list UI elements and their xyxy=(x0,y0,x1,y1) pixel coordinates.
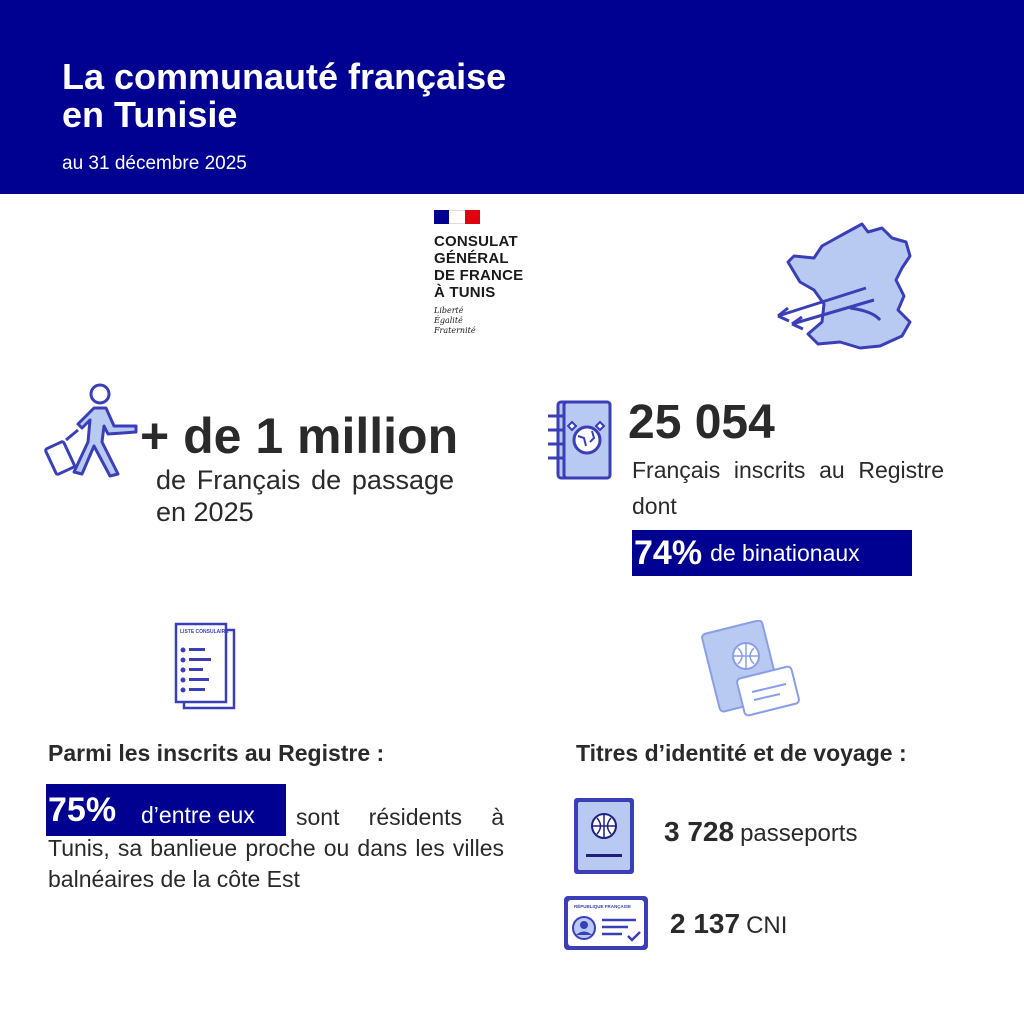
france-map-arrows-icon xyxy=(770,218,920,353)
consulat-name-line: GÉNÉRAL xyxy=(434,250,509,267)
consulat-name-line: DE FRANCE xyxy=(434,267,524,284)
page-title xyxy=(62,58,506,134)
consulat-name xyxy=(434,233,554,301)
cni-label: CNI xyxy=(746,912,788,939)
parmi-phrase: d’entre eux xyxy=(141,802,255,828)
consulat-name-line: CONSULAT xyxy=(434,233,518,250)
cni-count: 2 137 xyxy=(670,908,741,939)
cni-stat xyxy=(670,908,787,940)
idcard-caption: RÉPUBLIQUE FRANÇAISE xyxy=(574,904,632,909)
motto-line: Fraternité xyxy=(434,326,476,335)
registre-description: Français inscrits au Registre dont xyxy=(632,457,944,519)
french-flag-icon xyxy=(434,210,480,224)
titres-title: Titres d’identité et de voyage : xyxy=(576,740,907,766)
header-banner xyxy=(0,0,1024,194)
passport-icon xyxy=(572,796,636,876)
binational-highlight xyxy=(632,530,912,576)
id-card-icon xyxy=(562,894,650,952)
passeports-label: passeports xyxy=(740,820,858,847)
date-subtitle: au 31 décembre 2025 xyxy=(62,153,247,174)
republic-motto xyxy=(434,306,554,336)
title-line-2: en Tunisie xyxy=(62,94,238,135)
passport-and-card-icon xyxy=(700,620,806,726)
parmi-text: sont résidents à Tunis, sa banlieue proche ou dans les villes balnéaires de la côte Est xyxy=(48,804,504,892)
passeports-stat xyxy=(664,816,857,848)
consulat-logo xyxy=(434,210,554,350)
traveler-suitcase-icon xyxy=(42,382,147,478)
parmi-pct: 75% xyxy=(48,791,117,829)
liste-consulaire-icon xyxy=(172,622,238,710)
binational-pct: 74% xyxy=(634,533,703,572)
motto-line: Égalité xyxy=(434,316,463,325)
parmi-title: Parmi les inscrits au Registre : xyxy=(48,740,385,766)
binational-label: de binationaux xyxy=(710,539,860,566)
title-line-1: La communauté française xyxy=(62,56,507,97)
passeports-count: 3 728 xyxy=(664,816,735,847)
registre-count: 25 054 xyxy=(628,396,775,449)
visitors-description: de Français de passage en 2025 xyxy=(156,465,454,527)
consulat-name-line: À TUNIS xyxy=(434,284,496,301)
visitors-headline: + de 1 million xyxy=(140,408,459,464)
motto-line: Liberté xyxy=(434,306,464,315)
registre-book-icon xyxy=(542,398,614,482)
list-caption: LISTE CONSULAIRE xyxy=(180,629,229,635)
